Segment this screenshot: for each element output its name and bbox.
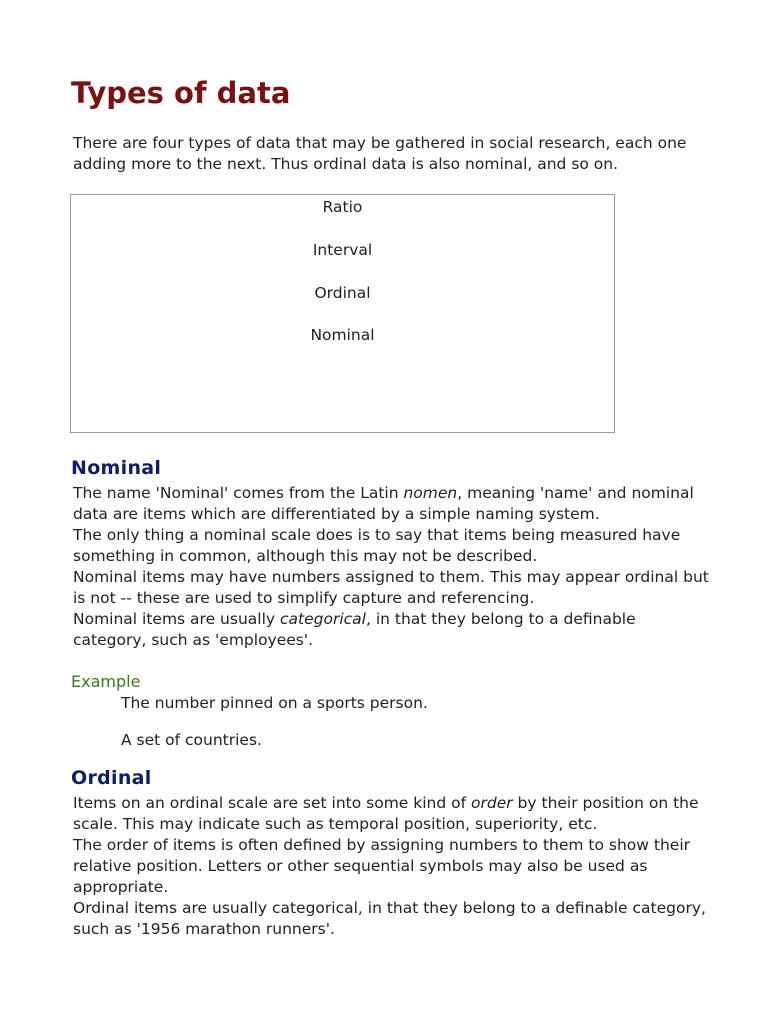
- data-levels-box: [70, 194, 615, 433]
- nominal-heading: Nominal: [71, 457, 162, 479]
- ordinal-description: [73, 793, 713, 940]
- level-nominal: Nominal: [310, 326, 375, 344]
- example-item: The number pinned on a sports person.: [121, 694, 428, 712]
- nominal-p4-emphasis: categorical: [280, 610, 366, 628]
- page-title: Types of data: [71, 76, 291, 110]
- ordinal-p1-text-a: Items on an ordinal scale are set into some kind of: [73, 794, 472, 812]
- ordinal-paragraph-1: [73, 793, 713, 835]
- nominal-p4-text-b: , in that they belong to a definable category, such as 'employees'.: [73, 610, 636, 649]
- nominal-paragraph-1: [73, 483, 713, 525]
- ordinal-paragraph-2: The order of items is often defined by assigning numbers to them to show their relative position. Letters or other sequential symbols may also be used as appropriate.: [73, 836, 690, 896]
- ordinal-heading: Ordinal: [71, 767, 152, 789]
- level-ordinal: Ordinal: [314, 284, 371, 302]
- level-ratio: Ratio: [322, 198, 363, 216]
- intro-paragraph: There are four types of data that may be gathered in social research, each one adding more to the next. Thus ordinal data is also nominal, and so on.: [73, 134, 687, 173]
- ordinal-p1-text-b: by their position on the scale. This may indicate such as temporal position, superiority, etc.: [73, 794, 699, 833]
- nominal-paragraph-4: [73, 609, 713, 651]
- nominal-p4-text-a: Nominal items are usually: [73, 610, 280, 628]
- nominal-paragraph-3: Nominal items may have numbers assigned to them. This may appear ordinal but is not -- these are used to simplify capture and referencing.: [73, 568, 709, 607]
- nominal-p1-emphasis: nomen: [403, 484, 458, 502]
- nominal-p1-text-a: The name 'Nominal' comes from the Latin: [73, 484, 404, 502]
- level-interval: Interval: [312, 241, 373, 259]
- example-label: Example: [71, 672, 141, 691]
- ordinal-p1-emphasis: order: [471, 794, 513, 812]
- nominal-description: [73, 483, 713, 651]
- nominal-p1-text-b: , meaning 'name' and nominal data are items which are differentiated by a simple naming system.: [73, 484, 694, 523]
- example-item: A set of countries.: [121, 731, 262, 749]
- ordinal-paragraph-3: Ordinal items are usually categorical, in that they belong to a definable category, such as '1956 marathon runners'.: [73, 899, 706, 938]
- nominal-paragraph-2: The only thing a nominal scale does is to say that items being measured have something in common, although this may not be described.: [73, 526, 681, 565]
